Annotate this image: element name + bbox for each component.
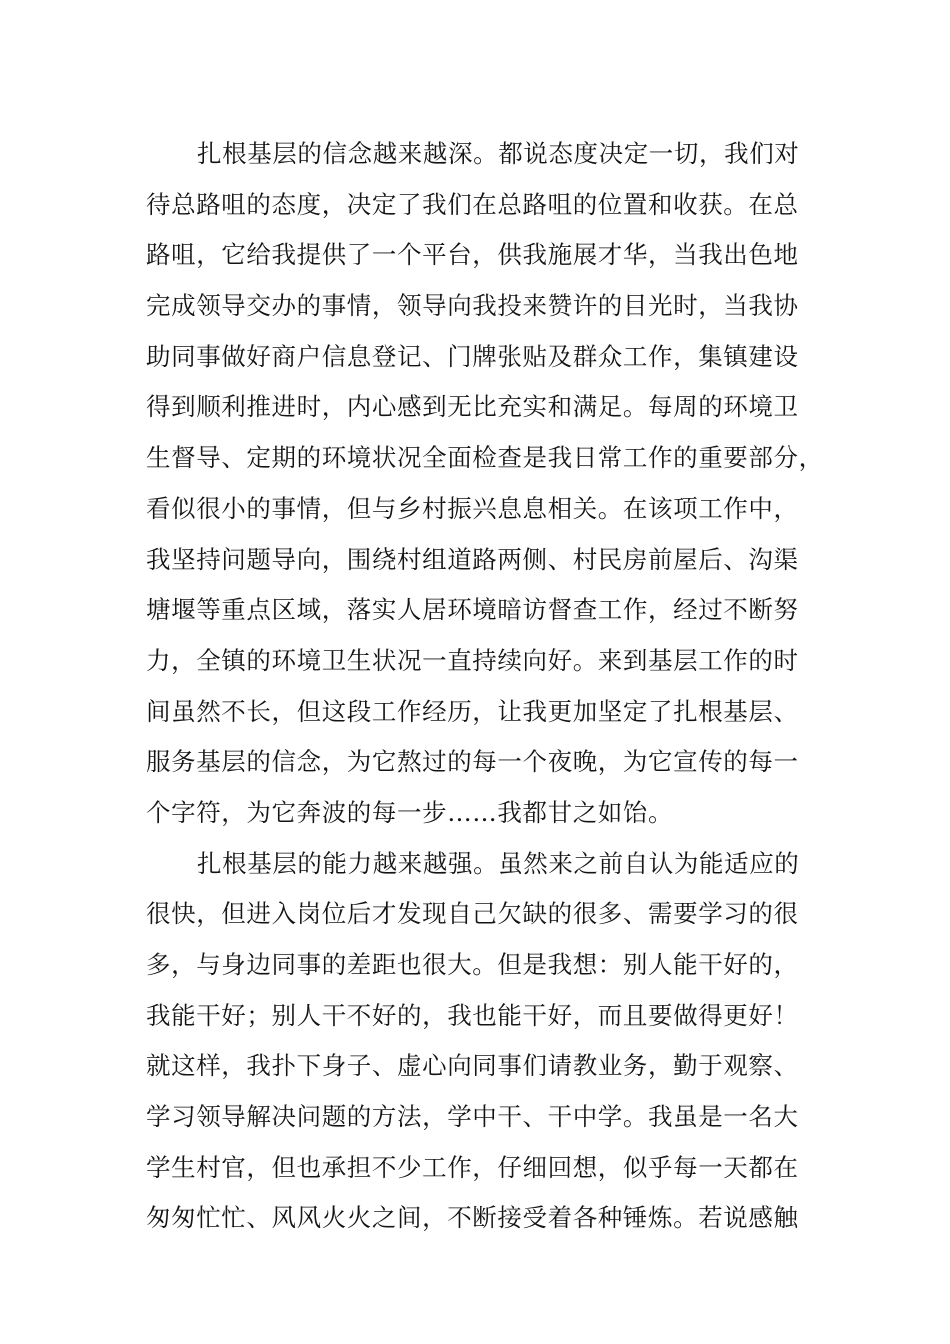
paragraph-line: 力，全镇的环境卫生状况一直持续向好。来到基层工作的时 (146, 645, 799, 675)
paragraph-line: 扎根基层的信念越来越深。都说态度决定一切，我们对 (197, 139, 800, 168)
paragraph-line: 很快，但进入岗位后才发现自己欠缺的很多、需要学习的很 (146, 899, 799, 929)
document-body (146, 129, 824, 1244)
paragraph-line: 就这样，我扑下身子、虚心向同事们请教业务，勤于观察、 (146, 1051, 799, 1081)
paragraph-line: 得到顺利推进时，内心感到无比充实和满足。每周的环境卫 (146, 392, 799, 422)
paragraph-line: 看似很小的事情，但与乡村振兴息息相关。在该项工作中， (146, 493, 799, 523)
paragraph-line: 扎根基层的能力越来越强。虽然来之前自认为能适应的 (197, 848, 800, 878)
paragraph-line: 完成领导交办的事情，领导向我投来赞许的目光时，当我协 (146, 291, 799, 321)
paragraph-line: 我能干好；别人干不好的，我也能干好，而且要做得更好！ (146, 1000, 799, 1030)
paragraph-2 (146, 839, 806, 1245)
paragraph-line: 个字符，为它奔波的每一步……我都甘之如饴。 (146, 797, 674, 827)
paragraph-line: 多，与身边同事的差距也很大。但是我想：别人能干好的， (146, 950, 799, 979)
paragraph-line: 塘堰等重点区域，落实人居环境暗访督查工作，经过不断努 (146, 595, 799, 625)
paragraph-line: 间虽然不长，但这段工作经历，让我更加坚定了扎根基层、 (146, 696, 799, 726)
paragraph-line: 生督导、定期的环境状况全面检查是我日常工作的重要部分， (146, 443, 824, 473)
paragraph-line: 我坚持问题导向，围绕村组道路两侧、村民房前屋后、沟渠 (146, 544, 799, 574)
paragraph-line: 匆匆忙忙、风风火火之间，不断接受着各种锤炼。若说感触 (146, 1203, 799, 1233)
paragraph-line: 路咀，它给我提供了一个平台，供我施展才华，当我出色地 (146, 240, 799, 270)
paragraph-1 (146, 129, 824, 839)
paragraph-line: 助同事做好商户信息登记、门牌张贴及群众工作，集镇建设 (146, 341, 799, 371)
paragraph-line: 服务基层的信念，为它熬过的每一个夜晚，为它宣传的每一 (146, 747, 799, 777)
paragraph-line: 待总路咀的态度，决定了我们在总路咀的位置和收获。在总 (146, 189, 799, 219)
paragraph-line: 学习领导解决问题的方法，学中干、干中学。我虽是一名大 (146, 1102, 799, 1132)
paragraph-line: 学生村官，但也承担不少工作，仔细回想，似乎每一天都在 (146, 1152, 799, 1182)
